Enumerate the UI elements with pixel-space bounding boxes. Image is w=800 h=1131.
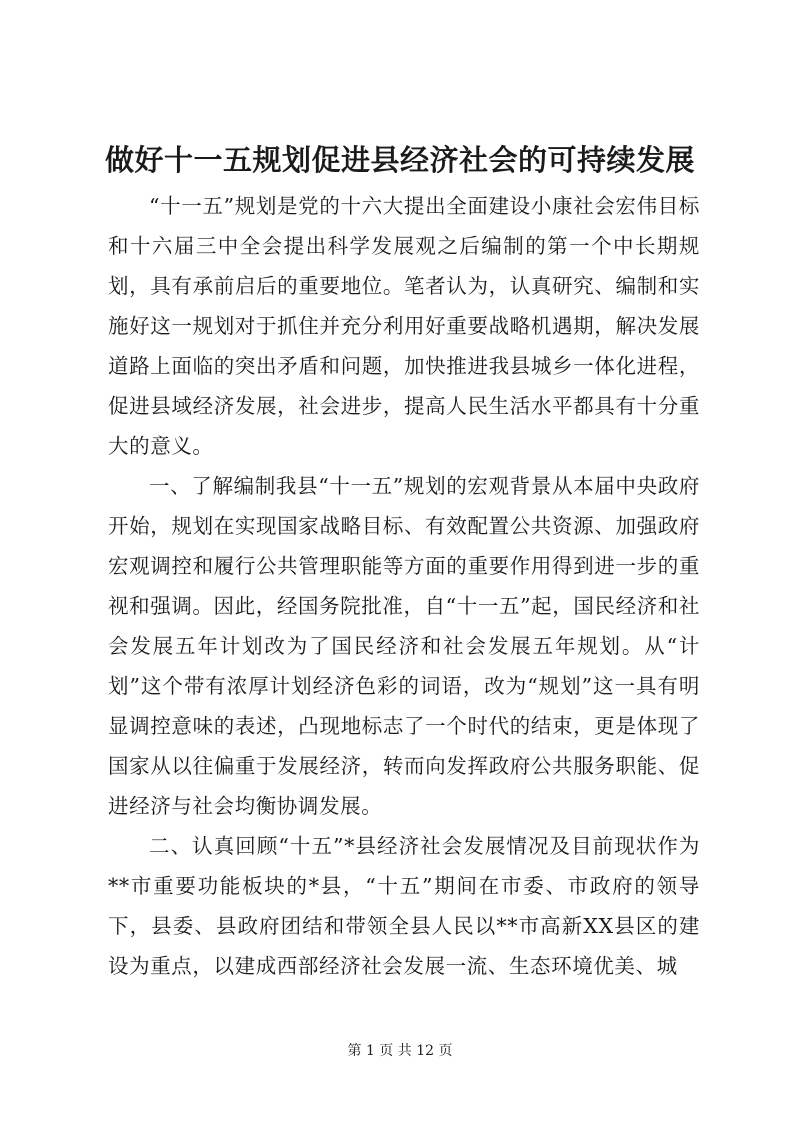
paragraph-intro: “十一五”规划是党的十六大提出全面建设小康社会宏伟目标和十六届三中全会提出科学发展观之后编制的第一个中长期规划，具有承前启后的重要地位。笔者认为，认真研究、编制和实施好这一规划对于抓住并充分利用好重要战略机遇期，解决发展道路上面临的突出矛盾和问题，加快推进我县城乡一体化进程，促进县域经济发展，社会进步，提高人民生活水平都具有十分重大的意义。: [108, 194, 700, 458]
paragraph-section-one: 一、了解编制我县“十一五”规划的宏观背景从本届中央政府开始，规划在实现国家战略目标、有效配置公共资源、加强政府宏观调控和履行公共管理职能等方面的重要作用得到进一步的重视和强调。因此，经国务院批准，自“十一五”起，国民经济和社会发展五年计划改为了国民经济和社会发展五年规划。从“计划”这个带有浓厚计划经济色彩的词语，改为“规划”这一具有明显调控意味的表述，凸现地标志了一个时代的结束，更是体现了国家从以往偏重于发展经济，转而向发挥政府公共服务职能、促进经济与社会均衡协调发展。: [108, 474, 700, 818]
page-number-footer: 第 1 页 共 12 页: [347, 1043, 453, 1059]
document-body: [108, 186, 700, 986]
paragraph-section-two: 二、认真回顾“十五”*县经济社会发展情况及目前现状作为**市重要功能板块的*县，“十五”期间在市委、市政府的领导下，县委、县政府团结和带领全县人民以**市高新XX县区的建设为重点，以建成西部经济社会发展一流、生态环境优美、城: [108, 834, 700, 978]
document-title: 做好十一五规划促进县经济社会的可持续发展: [104, 143, 695, 177]
